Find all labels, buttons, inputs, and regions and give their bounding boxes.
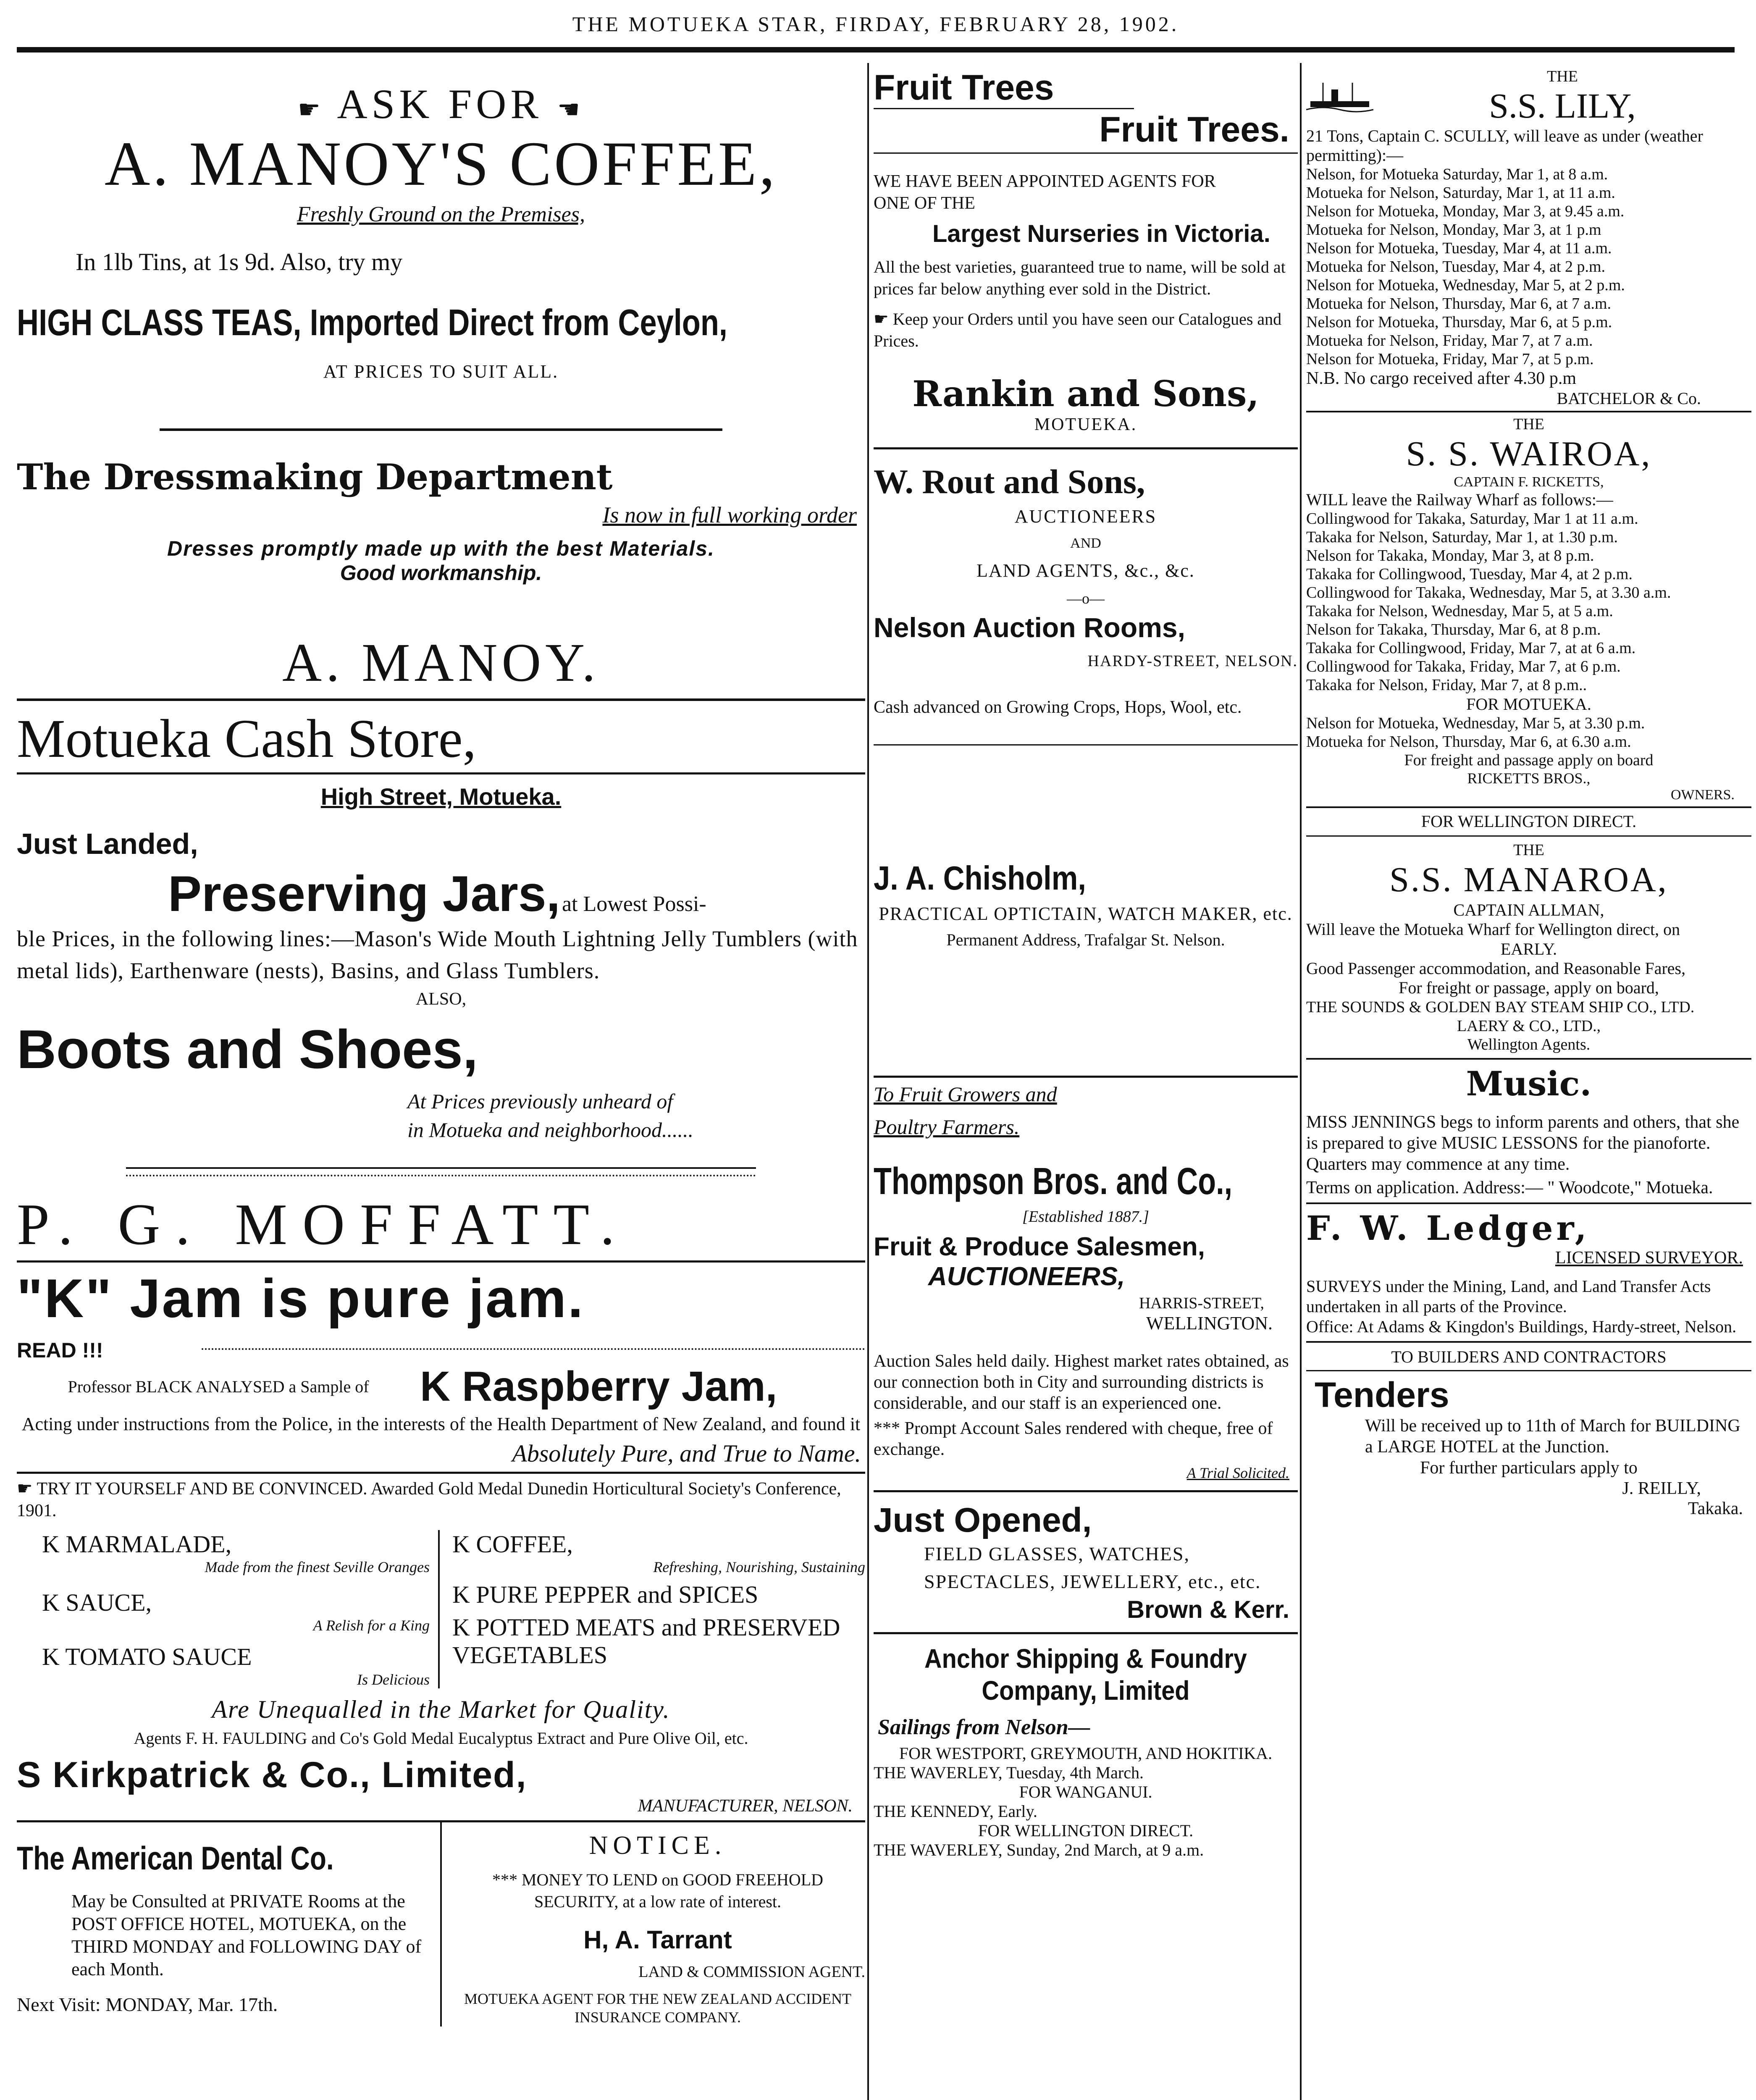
tarrant-footer: MOTUEKA AGENT FOR THE NEW ZEALAND ACCIDENT INSURANCE COMPANY. [464,1990,851,2026]
separator-rule [17,1260,865,1263]
column-divider-1 [867,63,869,2100]
separator-rule [1306,1202,1751,1204]
surveys-body: SURVEYS under the Mining, Land, and Land Transfer Acts undertaken in all parts of the Province. [1306,1277,1711,1316]
separator-rule [17,1472,865,1474]
brown-kerr: Brown & Kerr. [1127,1596,1289,1623]
separator-rule [17,772,865,774]
takaka: Takaka. [1688,1499,1743,1518]
high-street: High Street, Motueka. [320,783,562,810]
schedule-item: Nelson for Motueka, Friday, Mar 7, at 5 p.m. [1306,350,1594,368]
optician-line: PRACTICAL OPTICTAIN, WATCH MAKER, etc. [879,903,1293,924]
lily-nb: N.B. No cargo received after 4.30 p.m [1306,369,1577,388]
pointing-hand-icon: ☛ [298,96,325,123]
cash-advanced: Cash advanced on Growing Crops, Hops, Wool, etc. [874,698,1242,717]
sailing-item: FOR WELLINGTON DIRECT. [978,1821,1194,1840]
schedule-item: Motueka for Nelson, Thursday, Mar 6, at 7 a.m. [1306,295,1612,312]
agents-line: Agents F. H. FAULDING and Co's Gold Medal Eucalyptus Extract and Pure Olive Oil, etc. [134,1729,748,1748]
dressmaking-subtitle: Is now in full working order [602,502,857,528]
schedule-item: Takaka for Nelson, Friday, Mar 7, at 8 p.m.. [1306,676,1587,694]
sailing-item: THE WAVERLEY, Tuesday, 4th March. [874,1763,1144,1782]
manaroa-body: Will leave the Motueka Wharf for Wellington direct, on [1306,920,1680,939]
wairoa-captain: CAPTAIN F. RICKETTS, [1454,474,1604,490]
prices-line: AT PRICES TO SUIT ALL. [323,361,559,382]
pointing-hand-left-icon: ☚ [557,96,584,123]
fruit-trees-2: Fruit Trees. [1099,110,1289,149]
absolutely-pure: Absolutely Pure, and True to Name. [512,1440,861,1467]
jars-body: ble Prices, in the following lines:—Mason's Wide Mouth Lightning Jelly Tumblers (with metal lids), Earthenware (nests), Basins, and Glass Tumblers. [17,926,858,983]
k-product-sub: Refreshing, Nourishing, Sustaining [653,1559,865,1575]
field-glasses: FIELD GLASSES, WATCHES, SPECTACLES, JEWELLERY, etc., etc. [924,1543,1261,1592]
just-opened: Just Opened, [874,1501,1092,1539]
k-product-sub: Made from the finest Seville Oranges [205,1559,430,1575]
sailing-item: FOR WANGANUI. [1019,1782,1152,1801]
good-passenger: Good Passenger accommodation, and Reasonable Fares, [1306,959,1686,978]
schedule-item: Nelson, for Motueka Saturday, Mar 1, at 8 a.m. [1306,165,1608,183]
the-label: THE [1513,841,1544,859]
wellington-line: WELLINGTON. [1146,1313,1273,1334]
schedule-item: Nelson for Motueka, Monday, Mar 3, at 9.45 a.m. [1306,202,1625,220]
sailings-line: Sailings from Nelson— [878,1715,1090,1739]
music-terms: Terms on application. Address:— " Woodcote," Motueka. [1306,1178,1713,1197]
lily-title: S.S. LILY, [1489,87,1636,126]
freshly-ground: Freshly Ground on the Premises, [297,202,585,226]
separator-o: —o— [1067,590,1105,607]
schedule-item: Nelson for Takaka, Thursday, Mar 6, at 8 p.m. [1306,621,1601,638]
dental-title: The American Dental Co. [17,1840,334,1877]
further-line: For further particulars apply to [1420,1458,1638,1478]
separator-rule [874,1632,1298,1634]
k-product-name: K COFFEE, [452,1530,573,1558]
the-label: THE [1547,68,1578,85]
tins-line: In 1lb Tins, at 1s 9d. Also, try my [76,248,403,276]
boots-subtitle-2: in Motueka and neighborhood...... [407,1118,693,1142]
separator-rule [1306,411,1751,412]
dressmaking-title: The Dressmaking Department [17,456,613,498]
owners: OWNERS. [1670,787,1735,803]
schedule-item: Collingwood for Takaka, Friday, Mar 7, at 6 p.m. [1306,658,1621,675]
jars-tail: at Lowest Possi- [562,892,706,916]
schedule-item: Takaka for Collingwood, Friday, Mar 7, at at 6 a.m. [1306,639,1636,657]
tarrant-subtitle: LAND & COMMISSION AGENT. [638,1963,865,1981]
k-product-name: K POTTED MEATS and PRESERVED VEGETABLES [452,1614,840,1669]
schedule-item: Nelson for Motueka, Tuesday, Mar 4, at 11 a.m. [1306,239,1612,257]
coffee-title: A. MANOY'S COFFEE, [105,129,777,199]
the-label: THE [1513,415,1544,433]
moffatt-title: P. G. MOFFATT. [17,1192,630,1257]
k-product-sub: A Relish for a King [313,1617,430,1634]
k-products-right [440,1530,865,1688]
k-jam-title: "K" Jam is pure jam. [17,1268,585,1329]
appointed-line: WE HAVE BEEN APPOINTED AGENTS FOR ONE OF THE [874,172,1216,213]
kirkpatrick-title: S Kirkpatrick & Co., Limited, [17,1755,527,1795]
fruit-salesmen: Fruit & Produce Salesmen, [874,1232,1205,1261]
just-landed: Just Landed, [17,827,198,860]
separator-rule [1306,1370,1751,1371]
schedule-item: Takaka for Collingwood, Tuesday, Mar 4, at 2 p.m. [1306,565,1633,583]
sailing-item: THE KENNEDY, Early. [874,1802,1037,1821]
steamship-icon [1306,80,1373,114]
fruit-trees-1: Fruit Trees [874,68,1054,107]
read-label: READ !!! [17,1339,103,1362]
nelson-rooms: Nelson Auction Rooms, [874,612,1185,643]
wellington-agents: Wellington Agents. [1467,1036,1591,1053]
schedule-item: Nelson for Takaka, Monday, Mar 3, at 8 p.m. [1306,547,1594,564]
dental-body: May be Consulted at PRIVATE Rooms at the POST OFFICE HOTEL, MOTUEKA, on the THIRD MONDAY and FOLLOWING DAY of each Month. [71,1891,422,1979]
schedule-item: Motueka for Nelson, Tuesday, Mar 4, at 2 p.m. [1306,258,1606,276]
reilly: J. REILLY, [1622,1479,1701,1498]
freight-line: For freight and passage apply on board [1404,751,1654,769]
column-divider-2 [1300,63,1302,2100]
separator-rule [1306,1341,1751,1343]
k-product-name: K TOMATO SAUCE [42,1643,252,1670]
also-line: ALSO, [415,990,467,1009]
separator-rule [17,698,865,701]
auction-body: Auction Sales held daily. Highest market rates obtained, as our connection both in City and surrounding districts is considerable, and our staff is an experienced one. [874,1352,1289,1413]
ask-for-heading: ☛ ASK FOR ☚ [298,81,584,127]
ricketts: RICKETTS BROS., [1467,770,1591,787]
largest-nurseries: Largest Nurseries in Victoria. [932,220,1270,247]
for-motueka: FOR MOTUEKA. [1466,695,1591,714]
k-products-table [17,1530,865,1688]
music-body: MISS JENNINGS begs to inform parents and others, that she is prepared to give MUSIC LESSONS for the pianoforte. Quarters may commence at any time. [1306,1113,1740,1174]
rankin-title: Rankin and Sons, [912,373,1259,415]
pointing-hand-icon: ☛ [17,1479,37,1499]
schedule-item: Collingwood for Takaka, Saturday, Mar 1 at 11 a.m. [1306,510,1638,528]
sailing-item: FOR WESTPORT, GREYMOUTH, AND HOKITIKA. [899,1744,1273,1763]
professor-line: Professor BLACK ANALYSED a Sample of [68,1377,369,1396]
lily-intro: 21 Tons, Captain C. SCULLY, will leave as under (weather permitting):— [1306,126,1703,165]
boots-subtitle-1: At Prices previously unheard of [407,1089,673,1113]
manaroa-captain: CAPTAIN ALLMAN, [1453,900,1604,919]
sounds-co: THE SOUNDS & GOLDEN BAY STEAM SHIP CO., LTD. [1306,998,1695,1016]
lily-schedule [1306,165,1751,368]
batchelor: BATCHELOR & Co. [1557,389,1701,408]
separator-rule [1306,1058,1751,1060]
notice-ad [442,1822,865,2026]
schedule-item: Nelson for Motueka, Wednesday, Mar 5, at 3.30 p.m. [1306,714,1645,732]
and-line: AND [1070,536,1101,551]
masthead-rule [17,47,1735,52]
thompson-title: Thompson Bros. and Co., [874,1160,1233,1202]
k-products-left [17,1530,440,1688]
wavy-rule [202,1348,865,1350]
separator-rule [1306,835,1751,837]
try-it-line: ☛ TRY IT YOURSELF AND BE CONVINCED. Awarded Gold Medal Dunedin Horticultural Society's Conference, 1901. [17,1479,841,1520]
sailings-list [874,1744,1298,1860]
manoy-name: A. MANOY. [282,633,600,693]
fruit-growers-1: To Fruit Growers and [874,1082,1057,1106]
surveyor-line: LICENSED SURVEYOR. [1555,1248,1743,1268]
wairoa-schedule-2 [1306,714,1751,751]
tenders-body: Will be received up to 11th of March for BUILDING a LARGE HOTEL at the Junction. [1365,1416,1740,1457]
music-title: Music. [1466,1064,1592,1103]
trial-solicited: A Trial Solicited. [1186,1465,1289,1481]
permanent-address: Permanent Address, Trafalgar St. Nelson. [946,930,1225,949]
separator-rule [160,428,722,431]
notice-title: NOTICE. [589,1831,727,1860]
office-line: Office: At Adams & Kingdon's Buildings, Hardy-street, Nelson. [1306,1317,1737,1336]
column-2 [874,63,1298,2100]
separator-rule [1306,806,1751,808]
separator-rule [874,1076,1298,1078]
builders-line: TO BUILDERS AND CONTRACTORS [1391,1347,1667,1366]
separator-rule [874,744,1298,746]
k-product-name: K PURE PEPPER and SPICES [452,1581,759,1608]
chisholm-title: J. A. Chisholm, [874,859,1086,897]
laery: LAERY & CO., LTD., [1457,1017,1601,1035]
wairoa-schedule [1306,509,1751,694]
raspberry-jam: K Raspberry Jam, [420,1363,777,1410]
column-3 [1306,63,1751,2100]
dental-next-visit: Next Visit: MONDAY, Mar. 17th. [17,1994,278,2015]
schedule-item: Collingwood for Takaka, Wednesday, Mar 5, at 3.30 a.m. [1306,584,1671,601]
schedule-item: Motueka for Nelson, Saturday, Mar 1, at 11 a.m. [1306,184,1615,202]
tenders-title: Tenders [1315,1375,1449,1415]
wairoa-intro: WILL leave the Railway Wharf as follows:— [1306,490,1613,509]
auctioneers-line: AUCTIONEERS [1014,506,1157,527]
auctioneers-2: AUCTIONEERS, [928,1262,1125,1291]
k-product-name: K MARMALADE, [42,1530,232,1558]
established: [Established 1887.] [1022,1208,1149,1226]
separator-rule [874,1490,1298,1492]
rankin-location: MOTUEKA. [1034,415,1137,434]
separator-rule [874,152,1298,154]
schedule-item: Motueka for Nelson, Friday, Mar 7, at 7 a.m. [1306,332,1593,349]
schedule-item: Takaka for Nelson, Saturday, Mar 1, at 1.30 p.m. [1306,528,1618,546]
k-product-sub: Is Delicious [357,1671,430,1688]
wairoa-title: S. S. WAIROA, [1406,434,1652,473]
unequalled-line: Are Unequalled in the Market for Quality. [212,1696,670,1723]
sailing-item: THE WAVERLEY, Sunday, 2nd March, at 9 a.m. [874,1840,1204,1859]
acting-line: Acting under instructions from the Police, in the interests of the Health Department of New Zealand, and found it [21,1414,861,1434]
keep-orders-line: ☛ Keep your Orders until you have seen our Catalogues and Prices. [874,310,1282,350]
wavy-separator [126,1167,756,1176]
preserving-jars: Preserving Jars, [168,866,560,922]
schedule-item: Takaka for Nelson, Wednesday, Mar 5, at 5 a.m. [1306,602,1613,620]
schedule-item: Nelson for Motueka, Wednesday, Mar 5, at 2 p.m. [1306,276,1625,294]
boots-and-shoes: Boots and Shoes, [17,1018,478,1080]
early: EARLY. [1500,940,1557,958]
for-freight: For freight or passage, apply on board, [1399,978,1659,997]
column-1 [17,63,865,2100]
hardy-street: HARDY-STREET, NELSON. [1087,652,1298,670]
fruit-growers-2: Poultry Farmers. [874,1115,1020,1139]
manufacturer-line: MANUFACTURER, NELSON. [638,1796,853,1816]
dental-ad [17,1822,442,2026]
notice-body: *** MONEY TO LEND on GOOD FREEHOLD SECURITY, at a low rate of interest. [492,1870,824,1911]
prompt-line: *** Prompt Account Sales rendered with cheque, free of exchange. [874,1419,1273,1459]
pointing-hand-icon: ☛ [874,310,893,328]
varieties-line: All the best varieties, guaranteed true to name, will be sold at prices far below anything ever sold in the District. [874,257,1286,298]
cash-store-title: Motueka Cash Store, [17,709,477,769]
schedule-item: Nelson for Motueka, Thursday, Mar 6, at 5 p.m. [1306,313,1612,331]
teas-line: HIGH CLASS TEAS, Imported Direct from Ceylon, [17,302,727,343]
ledger-title: F. W. Ledger, [1306,1208,1590,1248]
separator-rule [874,447,1298,449]
dressmaking-line-2: Good workmanship. [340,561,542,585]
land-agents-line: LAND AGENTS, &c., &c. [976,560,1195,581]
masthead: THE MOTUEKA STAR, FIRDAY, FEBRUARY 28, 1902. [572,12,1179,36]
dressmaking-line-1: Dresses promptly made up with the best Materials. [167,537,715,560]
anchor-title: Anchor Shipping & Foundry Company, Limited [924,1643,1247,1706]
rout-title: W. Rout and Sons, [874,462,1145,501]
k-product-name: K SAUCE, [42,1589,152,1616]
schedule-item: Motueka for Nelson, Thursday, Mar 6, at 6.30 a.m. [1306,733,1631,751]
tarrant-name: H, A. Tarrant [583,1926,732,1954]
manaroa-title: S.S. MANAROA, [1389,860,1668,899]
harris-street: HARRIS-STREET, [1139,1294,1264,1312]
schedule-item: Motueka for Nelson, Monday, Mar 3, at 1 p.m [1306,221,1601,239]
for-wellington: FOR WELLINGTON DIRECT. [1421,812,1637,831]
bottom-ads [17,1822,865,2026]
